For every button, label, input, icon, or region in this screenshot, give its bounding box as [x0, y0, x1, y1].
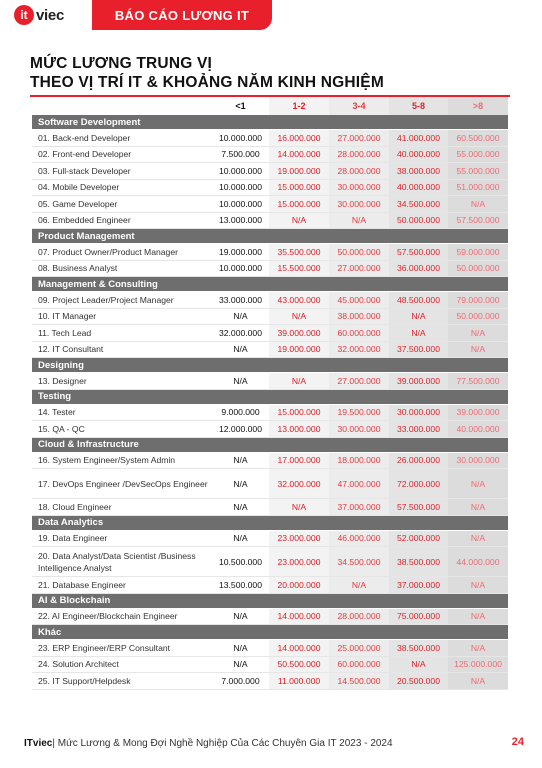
salary-cell: N/A: [212, 640, 269, 656]
salary-cell: 16.000.000: [269, 130, 329, 146]
salary-cell: 11.000.000: [269, 673, 329, 689]
position-label: 09. Project Leader/Project Manager: [38, 294, 174, 305]
itviec-logo: [14, 4, 64, 26]
salary-cell: 9.000.000: [212, 405, 269, 421]
salary-cell: N/A: [448, 342, 508, 358]
salary-cell: 60.000.000: [329, 657, 389, 673]
salary-cell: 7.000.000: [212, 673, 269, 689]
table-row: [32, 180, 508, 197]
salary-cell: 25.000.000: [329, 640, 389, 656]
salary-cell: 10.000.000: [212, 261, 269, 277]
table-row: [32, 405, 508, 422]
salary-cell: 60.500.000: [448, 130, 508, 146]
category-header: Khác: [32, 625, 508, 640]
salary-cell: 38.000.000: [389, 163, 448, 179]
salary-cell: 44.000.000: [448, 547, 508, 576]
position-label: 04. Mobile Developer: [38, 182, 120, 193]
salary-cell: 60.000.000: [329, 325, 389, 341]
position-label: 12. IT Consultant: [38, 344, 104, 355]
position-label: 19. Data Engineer: [38, 533, 108, 544]
category-header: Testing: [32, 390, 508, 405]
position-label: 01. Back-end Developer: [38, 132, 131, 143]
salary-cell: 41.000.000: [389, 130, 448, 146]
salary-cell: 20.500.000: [389, 673, 448, 689]
salary-cell: 43.000.000: [269, 292, 329, 308]
table-row: [32, 547, 508, 577]
salary-cell: N/A: [448, 325, 508, 341]
footer: [24, 736, 524, 750]
salary-cell: 33.000.000: [389, 421, 448, 437]
salary-cell: N/A: [329, 577, 389, 593]
table-row: [32, 130, 508, 147]
salary-cell: N/A: [448, 673, 508, 689]
table-row: [32, 373, 508, 390]
salary-cell: 40.000.000: [448, 421, 508, 437]
salary-cell: 45.000.000: [329, 292, 389, 308]
salary-cell: 15.000.000: [269, 180, 329, 196]
top-bar: [0, 0, 542, 30]
salary-cell: 14.000.000: [269, 640, 329, 656]
salary-cell: 18.000.000: [329, 453, 389, 469]
salary-cell: N/A: [269, 499, 329, 515]
position-label: 21. Database Engineer: [38, 579, 126, 590]
salary-cell: 46.000.000: [329, 531, 389, 547]
footer-brand: ITviec: [24, 737, 53, 749]
salary-cell: 10.500.000: [212, 547, 269, 576]
salary-cell: N/A: [212, 657, 269, 673]
salary-cell: 19.000.000: [269, 342, 329, 358]
category-header: Designing: [32, 358, 508, 373]
column-header: <1: [212, 97, 269, 115]
position-label: 17. DevOps Engineer /DevSecOps Engineer: [38, 478, 208, 489]
position-label: 02. Front-end Developer: [38, 149, 132, 160]
table-row: [32, 342, 508, 359]
footer-text: | Mức Lương & Mong Đợi Nghề Nghiệp Của Các Chuyên Gia IT 2023 - 2024: [52, 737, 393, 749]
salary-cell: 32.000.000: [329, 342, 389, 358]
table-row: [32, 244, 508, 261]
salary-cell: 10.000.000: [212, 180, 269, 196]
table-row: [32, 609, 508, 626]
salary-cell: 34.500.000: [329, 547, 389, 576]
salary-cell: 28.000.000: [329, 609, 389, 625]
salary-cell: 39.000.000: [448, 405, 508, 421]
position-label: 22. AI Engineer/Blockchain Engineer: [38, 611, 178, 622]
salary-cell: 23.000.000: [269, 547, 329, 576]
logo-mark: it: [14, 5, 34, 25]
salary-cell: 59.000.000: [448, 244, 508, 260]
table-row: [32, 453, 508, 470]
salary-cell: 30.000.000: [329, 180, 389, 196]
table-row: [32, 261, 508, 278]
column-header: 1-2: [269, 97, 329, 115]
salary-cell: 12.000.000: [212, 421, 269, 437]
position-label: 10. IT Manager: [38, 311, 97, 322]
salary-cell: N/A: [269, 213, 329, 229]
position-label: 03. Full-stack Developer: [38, 165, 131, 176]
salary-cell: 20.000.000: [269, 577, 329, 593]
column-header: >8: [448, 97, 508, 115]
salary-cell: 52.000.000: [389, 531, 448, 547]
table-row: [32, 673, 508, 690]
table-row: [32, 469, 508, 499]
category-header: AI & Blockchain: [32, 594, 508, 609]
salary-cell: 15.500.000: [269, 261, 329, 277]
salary-cell: N/A: [448, 640, 508, 656]
position-label: 20. Data Analyst/Data Scientist /Business Intelligence Analyst: [38, 550, 196, 573]
table-row: [32, 309, 508, 326]
salary-cell: N/A: [269, 309, 329, 325]
category-header: Data Analytics: [32, 516, 508, 531]
title-line-2: THEO VỊ TRÍ IT & KHOẢNG NĂM KINH NGHIỆM: [30, 74, 384, 91]
salary-cell: 37.000.000: [329, 499, 389, 515]
salary-cell: 27.000.000: [329, 373, 389, 389]
salary-cell: N/A: [448, 499, 508, 515]
salary-cell: 40.000.000: [389, 180, 448, 196]
table-row: [32, 499, 508, 516]
salary-cell: 39.000.000: [269, 325, 329, 341]
salary-cell: 13.000.000: [212, 213, 269, 229]
position-label: 18. Cloud Engineer: [38, 501, 112, 512]
salary-cell: 37.000.000: [389, 577, 448, 593]
salary-cell: 13.500.000: [212, 577, 269, 593]
salary-cell: 36.000.000: [389, 261, 448, 277]
header-position-cell: [32, 97, 212, 115]
salary-cell: 57.500.000: [389, 499, 448, 515]
category-header: Management & Consulting: [32, 277, 508, 292]
position-label: 11. Tech Lead: [38, 327, 92, 338]
salary-cell: N/A: [329, 213, 389, 229]
table-row: [32, 577, 508, 594]
position-label: 24. Solution Architect: [38, 659, 119, 670]
table-row: [32, 147, 508, 164]
position-label: 25. IT Support/Helpdesk: [38, 675, 131, 686]
salary-cell: 19.500.000: [329, 405, 389, 421]
salary-cell: 35.500.000: [269, 244, 329, 260]
position-label: 23. ERP Engineer/ERP Consultant: [38, 642, 171, 653]
column-header: 3-4: [329, 97, 389, 115]
salary-cell: 30.000.000: [329, 196, 389, 212]
position-label: 07. Product Owner/Product Manager: [38, 246, 178, 257]
salary-cell: 14.000.000: [269, 147, 329, 163]
salary-cell: 15.000.000: [269, 196, 329, 212]
table-row: [32, 292, 508, 309]
position-label: 13. Designer: [38, 375, 87, 386]
salary-cell: N/A: [212, 609, 269, 625]
category-header: Cloud & Infrastructure: [32, 438, 508, 453]
salary-cell: 27.000.000: [329, 130, 389, 146]
salary-cell: N/A: [448, 609, 508, 625]
salary-cell: 40.000.000: [389, 147, 448, 163]
table-row: [32, 640, 508, 657]
salary-cell: 50.000.000: [389, 213, 448, 229]
category-header: Software Development: [32, 115, 508, 130]
salary-cell: N/A: [389, 325, 448, 341]
position-label: 08. Business Analyst: [38, 263, 118, 274]
page-number: 24: [511, 736, 524, 748]
column-header: 5-8: [389, 97, 448, 115]
salary-cell: N/A: [448, 196, 508, 212]
salary-cell: N/A: [448, 531, 508, 547]
salary-cell: 30.000.000: [329, 421, 389, 437]
salary-cell: 14.000.000: [269, 609, 329, 625]
salary-cell: 48.500.000: [389, 292, 448, 308]
salary-cell: 38.000.000: [329, 309, 389, 325]
salary-cell: 37.500.000: [389, 342, 448, 358]
salary-cell: 50.500.000: [269, 657, 329, 673]
salary-cell: N/A: [212, 309, 269, 325]
table-row: [32, 213, 508, 230]
salary-cell: 19.000.000: [212, 244, 269, 260]
salary-cell: 28.000.000: [329, 163, 389, 179]
salary-cell: 50.000.000: [329, 244, 389, 260]
salary-cell: N/A: [212, 342, 269, 358]
salary-cell: 26.000.000: [389, 453, 448, 469]
position-label: 15. QA - QC: [38, 423, 85, 434]
report-tab: BÁO CÁO LƯƠNG IT: [92, 0, 272, 30]
salary-cell: N/A: [212, 469, 269, 498]
salary-table: [32, 97, 508, 690]
salary-cell: 10.000.000: [212, 196, 269, 212]
salary-cell: 32.000.000: [212, 325, 269, 341]
salary-cell: 77.500.000: [448, 373, 508, 389]
salary-cell: 50.000.000: [448, 261, 508, 277]
category-header: Product Management: [32, 229, 508, 244]
salary-cell: 50.000.000: [448, 309, 508, 325]
salary-cell: 72.000.000: [389, 469, 448, 498]
salary-cell: N/A: [269, 373, 329, 389]
salary-cell: N/A: [212, 499, 269, 515]
table-row: [32, 196, 508, 213]
salary-cell: N/A: [448, 469, 508, 498]
salary-cell: 15.000.000: [269, 405, 329, 421]
salary-cell: 47.000.000: [329, 469, 389, 498]
salary-cell: 57.500.000: [389, 244, 448, 260]
salary-cell: 38.500.000: [389, 547, 448, 576]
table-row: [32, 531, 508, 548]
salary-cell: 38.500.000: [389, 640, 448, 656]
title-line-1: MỨC LƯƠNG TRUNG VỊ: [30, 55, 213, 72]
salary-cell: 14.500.000: [329, 673, 389, 689]
salary-cell: 39.000.000: [389, 373, 448, 389]
position-label: 14. Tester: [38, 407, 76, 418]
salary-cell: 30.000.000: [448, 453, 508, 469]
salary-cell: 17.000.000: [269, 453, 329, 469]
table-row: [32, 421, 508, 438]
salary-cell: 19.000.000: [269, 163, 329, 179]
salary-cell: N/A: [212, 373, 269, 389]
salary-cell: 75.000.000: [389, 609, 448, 625]
salary-cell: 23.000.000: [269, 531, 329, 547]
salary-cell: 13.000.000: [269, 421, 329, 437]
salary-cell: 27.000.000: [329, 261, 389, 277]
position-label: 16. System Engineer/System Admin: [38, 455, 176, 466]
salary-cell: N/A: [389, 657, 448, 673]
table-row: [32, 657, 508, 674]
position-label: 06. Embedded Engineer: [38, 215, 131, 226]
salary-cell: 30.000.000: [389, 405, 448, 421]
salary-cell: 10.000.000: [212, 130, 269, 146]
table-row: [32, 325, 508, 342]
salary-cell: 57.500.000: [448, 213, 508, 229]
page-title: [30, 54, 520, 92]
table-header-row: [32, 97, 508, 115]
salary-cell: 125.000.000: [448, 657, 508, 673]
salary-cell: 7.500.000: [212, 147, 269, 163]
salary-cell: N/A: [212, 531, 269, 547]
salary-cell: 34.500.000: [389, 196, 448, 212]
salary-cell: 55.000.000: [448, 147, 508, 163]
salary-cell: 51.000.000: [448, 180, 508, 196]
salary-cell: 55.000.000: [448, 163, 508, 179]
salary-cell: 28.000.000: [329, 147, 389, 163]
salary-cell: 32.000.000: [269, 469, 329, 498]
position-label: 05. Game Developer: [38, 198, 118, 209]
salary-cell: 33.000.000: [212, 292, 269, 308]
logo-text: viec: [36, 6, 64, 24]
salary-cell: 10.000.000: [212, 163, 269, 179]
salary-cell: N/A: [212, 453, 269, 469]
salary-cell: 79.000.000: [448, 292, 508, 308]
table-row: [32, 163, 508, 180]
salary-cell: N/A: [448, 577, 508, 593]
salary-cell: N/A: [389, 309, 448, 325]
